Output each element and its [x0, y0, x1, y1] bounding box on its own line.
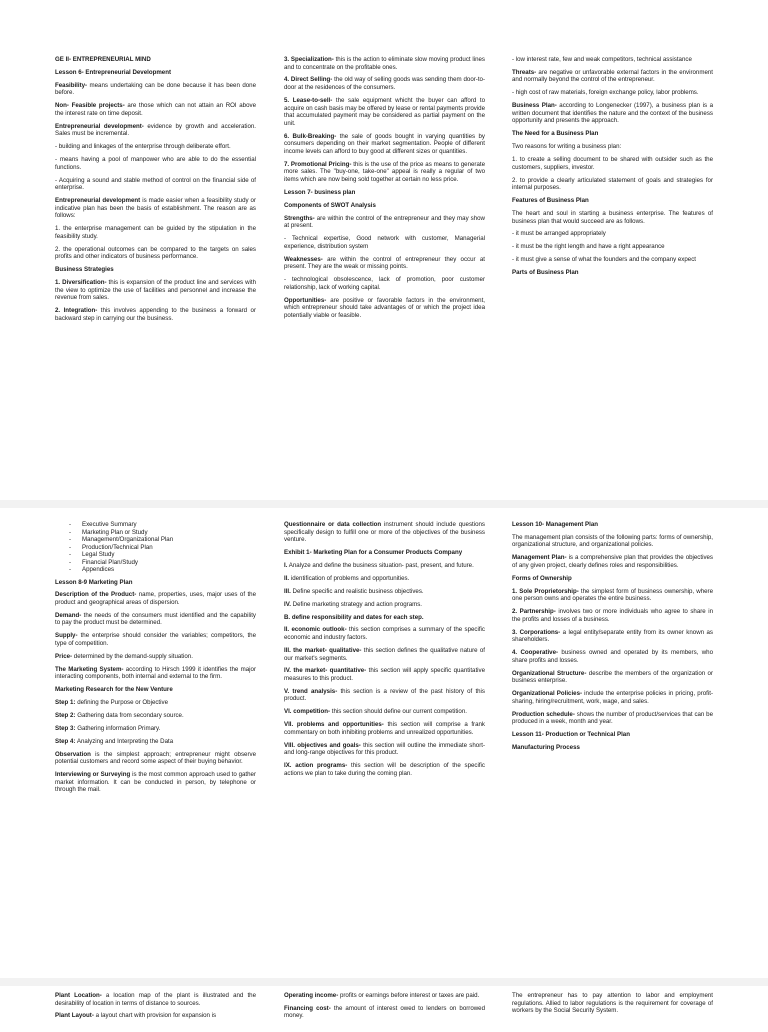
paragraph-text: this section will apply specific quantitative measures to this product. [284, 667, 486, 682]
paragraph-term: Step 1: [55, 699, 76, 707]
paragraph-term: 4. Cooperative- [512, 649, 559, 657]
paragraph [512, 230, 713, 238]
paragraph-text: include the enterprise policies in pricing, profit-sharing, hiring/recruitment, work, wage, and sales. [512, 690, 713, 705]
paragraph-term: Operating income- [284, 992, 339, 999]
text-column-middle [284, 56, 485, 325]
paragraph [284, 161, 485, 184]
paragraph-text: The management plan consists of the following parts: forms of ownership, organizational structure, and organizational policies. [512, 533, 713, 549]
paragraph [284, 297, 485, 320]
paragraph-term: IV. the market- quantitative- [284, 667, 367, 675]
text-column-middle [284, 521, 485, 783]
paragraph-term: The Need for a Business Plan [512, 130, 599, 138]
paragraph-text: this section defines the qualitative nature of our market's segments. [284, 646, 485, 662]
paragraph-text: The heart and soul in starting a business enterprise. The features of business plan that would succeed are as follows. [512, 209, 713, 225]
paragraph-term: 2. Integration- [55, 307, 98, 315]
paragraph-term: III. [284, 587, 291, 595]
paragraph [512, 711, 713, 726]
paragraph [512, 744, 713, 752]
paragraph [55, 591, 256, 606]
paragraph [55, 156, 256, 171]
paragraph-text: - Acquiring a sound and stable method of control on the financial side of enterprise. [55, 176, 256, 192]
paragraph-text: Analyzing and Interpreting the Data [75, 737, 174, 745]
paragraph [284, 97, 485, 127]
paragraph-text: - it must give a sense of what the founders and the company expect [512, 256, 696, 264]
paragraph-text: Two reasons for writing a business plan: [512, 143, 622, 151]
paragraph-text: - it must be arranged appropriately [512, 230, 606, 238]
paragraph-term: Entrepreneurial development [55, 197, 141, 205]
list-item: - Executive Summary [69, 521, 256, 529]
paragraph [284, 276, 485, 291]
text-column-left [55, 56, 256, 328]
paragraph-text: defining the Purpose or Objective [75, 699, 168, 707]
paragraph [284, 742, 485, 757]
paragraph [512, 156, 713, 171]
paragraph-term: Non- Feasible projects- [55, 102, 125, 110]
paragraph [512, 649, 713, 664]
paragraph [55, 632, 256, 647]
paragraph [512, 256, 713, 264]
paragraph-text: this section will comprise a frank commentary on both inhibiting problems and unrealized opportunities. [284, 721, 485, 736]
paragraph-text: - means having a pool of manpower who are able to do the essential functions. [55, 156, 256, 171]
paragraph-term: Price- [55, 652, 73, 660]
paragraph-term: Marketing Research for the New Venture [55, 686, 173, 694]
paragraph [512, 89, 713, 97]
paragraph-term: 2. Partnership- [512, 608, 556, 616]
paragraph-text: the simplest form of business ownership, where one person owns and operates the entire business. [512, 587, 713, 603]
paragraph-term: Supply- [55, 632, 78, 640]
paragraph-text: is made easier when a feasibility study or indicative plan has been the basis of establishment. The reason are as follows: [55, 197, 257, 220]
paragraph [512, 56, 713, 64]
paragraph [512, 690, 713, 705]
paragraph-text: this section should define our current competition. [330, 708, 467, 716]
paragraph [512, 521, 713, 529]
paragraph-term: II. [284, 574, 290, 582]
paragraph-term: Components of SWOT Analysis [284, 201, 376, 209]
paragraph-term: Step 3: [55, 724, 76, 732]
paragraph [55, 1012, 256, 1020]
paragraph-term: VI. competition- [284, 708, 331, 716]
paragraph-term: The Marketing System- [55, 665, 124, 673]
list-item: - Management/Organizational Plan [69, 536, 256, 544]
paragraph [284, 992, 485, 1000]
paragraph-term: Forms of Ownership [512, 574, 572, 582]
paragraph [512, 269, 713, 277]
paragraph-term: Manufacturing Process [512, 744, 580, 752]
paragraph [284, 588, 485, 596]
paragraph [512, 210, 713, 225]
paragraph-term: Lesson 6- Entrepreneurial Development [55, 68, 172, 76]
text-column-middle [284, 992, 485, 1025]
paragraph-term: II. economic outlook- [284, 626, 347, 634]
paragraph-term: 3. Corporations- [512, 628, 561, 636]
paragraph-term: Lesson 11- Production or Technical Plan [512, 731, 630, 739]
paragraph-term: Organizational Policies- [512, 690, 583, 698]
paragraph-text: Analyze and define the business situation- past, present, and future. [287, 561, 474, 569]
paragraph-term: GE II- ENTREPRENEURIAL MIND [55, 56, 151, 63]
paragraph-text: shows the number of product/services that can be produced in a week, month and year. [512, 710, 713, 726]
paragraph [512, 588, 713, 603]
paragraph [512, 69, 713, 84]
list-item: - Appendices [69, 566, 256, 574]
paragraph-text: describe the members of the organization or business enterprise. [512, 669, 714, 685]
paragraph [512, 554, 713, 569]
paragraph-text: - high cost of raw materials, foreign exchange policy, labor problems. [512, 89, 699, 97]
page-section-2 [0, 508, 768, 978]
paragraph [512, 177, 713, 192]
paragraph-text: is the most common approach used to gather market information. It can be conducted in person, by telephone or through the mail. [55, 771, 256, 794]
paragraph-term: Features of Business Plan [512, 197, 589, 205]
paragraph-text: this is expansion of the product line and services with the view to optimize the use of facilities and personnel and increase the revenue from sales. [55, 279, 256, 302]
text-column-right [512, 56, 713, 282]
page-section-1 [0, 0, 768, 500]
paragraph [284, 575, 485, 583]
paragraph-text: means undertaking can be done because it has been done before. [55, 81, 256, 97]
paragraph [55, 725, 256, 733]
paragraph-text: according to Hirsch 1999 it identifies the major interacting components, both internal and external to the firm. [55, 665, 256, 681]
paragraph [284, 215, 485, 230]
paragraph [284, 626, 485, 641]
paragraph [512, 575, 713, 583]
paragraph-text: are positive or favorable factors in the environment, which entrepreneur should take advantages of or which the project idea potentially viable or feasible. [284, 296, 485, 319]
paragraph [284, 667, 485, 682]
paragraph-term: Business Strategies [55, 266, 114, 274]
paragraph-text: this section will be description of the specific actions we plan to take during the coming plan. [284, 762, 485, 777]
paragraph [55, 712, 256, 720]
paragraph-text: this section comprises a summary of the specific economic and industry factors. [284, 626, 485, 642]
paragraph [512, 670, 713, 685]
paragraph-term: 6. Bulk-Breaking- [284, 132, 337, 140]
paragraph [55, 82, 256, 97]
paragraph-term: Lesson 8-9 Marketing Plan [55, 578, 133, 586]
paragraph-term: Weaknesses- [284, 255, 323, 263]
paragraph [284, 76, 485, 91]
paragraph-text: the amount of interest owed to lenders on borrowed money. [284, 1004, 486, 1020]
paragraph-term: IV. [284, 600, 291, 608]
paragraph-text: determined by the demand-supply situation. [72, 652, 193, 660]
paragraph-term: VIII. objectives and goals- [284, 741, 361, 749]
paragraph [55, 143, 256, 151]
list-item: - Financial Plan/Study [69, 559, 256, 567]
paragraph [55, 738, 256, 746]
paragraph-term: Plant Location- [55, 992, 102, 999]
paragraph [284, 202, 485, 210]
paragraph-text: Define marketing strategy and action programs. [290, 600, 423, 608]
paragraph-text: evidence by growth and acceleration. Sales must be incremental. [55, 122, 256, 138]
paragraph-text: according to Longenecker (1997), a business plan is a written document that identifies the nature and the context of the business opportunity and presents the approach. [512, 102, 713, 125]
paragraph [284, 256, 485, 271]
paragraph [55, 102, 256, 117]
paragraph-text: the sale of goods bought in varying quantities by consumers depending on their market segmentation. People of different income levels can afford to buy good at different sizes or quantities. [284, 132, 485, 155]
paragraph-text: this section is a review of the past history of this product. [284, 687, 485, 703]
paragraph-term: Lesson 7- business plan [284, 188, 356, 196]
paragraph-term: Management Plan- [512, 554, 567, 562]
paragraph-term: Strengths- [284, 214, 315, 222]
paragraph-text: business owned and operated by its members, who share profits and losses. [512, 649, 713, 664]
paragraph-text: - building and linkages of the enterprise through deliberate effort. [55, 143, 231, 151]
paragraph [284, 614, 485, 622]
paragraph-term: Opportunities- [284, 296, 327, 304]
paragraph-term: Demand- [55, 611, 82, 619]
paragraph-term: Exhibit 1- Marketing Plan for a Consumer Products Company [284, 549, 463, 557]
paragraph-text: is a comprehensive plan that provides the objectives of any given project, clearly defines roles and responsibilities. [512, 554, 713, 569]
paragraph [284, 521, 485, 544]
paragraph [512, 130, 713, 138]
paragraph-text: Gathering data from secondary source. [75, 712, 184, 719]
paragraph [55, 266, 256, 274]
paragraph-term: Parts of Business Plan [512, 269, 579, 277]
paragraph [55, 612, 256, 627]
paragraph-term: Step 2: [55, 712, 76, 719]
business-plan-parts-list [55, 521, 256, 574]
paragraph [55, 751, 256, 766]
paragraph-text: a layout chart with provision for expansion is [93, 1012, 217, 1020]
paragraph-text: 2. to provide a clearly articulated statement of goals and strategies for internal purposes. [512, 176, 713, 192]
paragraph [512, 992, 713, 1015]
paragraph [55, 177, 256, 192]
list-item: - Marketing Plan or Study [69, 529, 256, 537]
paragraph-text: - Technical expertise, Good network with customer, Managerial experience, distribution system [284, 235, 485, 250]
paragraph-text: - technological obsolescence, lack of promotion, poor customer relationship, lack of working capital. [284, 276, 485, 291]
paragraph-term: 1. Diversification- [55, 279, 107, 287]
paragraph-text: are those which can not attain an ROI above the interest rate on time deposit. [55, 102, 257, 117]
paragraph-term: Organizational Structure- [512, 669, 587, 677]
paragraph-text: 2. the operational outcomes can be compared to the targets on sales profits and other indicators of business performance. [55, 245, 256, 261]
paragraph-text: a location map of the plant is illustrated and the desirability of location in terms of distance to sources. [55, 992, 256, 1007]
paragraph-text: are within the control of entrepreneur they occur at present. They are the weak or missing points. [284, 255, 485, 271]
paragraph-text: 1. the enterprise management can be guided by the stipulation in the feasibility study. [55, 225, 256, 240]
paragraph-term: I. [284, 561, 288, 569]
paragraph [284, 56, 485, 71]
paragraph [512, 102, 713, 125]
paragraph [55, 69, 256, 77]
paragraph-text: the sale equipment whicht the buyer can afford to acquire on cash basis may be offered by lease or rental payments provide that accumulated payment may be considered as partial payment on the unit. [284, 96, 485, 127]
paragraph [55, 686, 256, 694]
paragraph-text: are within the control of the entrepreneur and they may show at present. [284, 214, 485, 230]
text-column-left [55, 521, 256, 799]
paragraph [55, 56, 256, 64]
paragraph [512, 534, 713, 549]
paragraph-term: Threats- [512, 68, 537, 76]
paragraph-text: are negative or unfavorable external factors in the environment and normally beyond the control of the entrepreneur. [512, 68, 713, 84]
text-column-right [512, 521, 713, 757]
paragraph [55, 666, 256, 681]
paragraph-term: Questionnaire or data collection [284, 521, 382, 528]
paragraph-term: Entrepreneurial development- [55, 122, 144, 130]
list-item: - Legal Study [69, 551, 256, 559]
paragraph [284, 1005, 485, 1020]
paragraph [512, 243, 713, 251]
paragraph [284, 549, 485, 557]
paragraph [284, 721, 485, 736]
paragraph-term: Observation [55, 750, 91, 758]
paragraph [284, 762, 485, 777]
paragraph [55, 771, 256, 794]
paragraph-term: Interviewing or Surveying [55, 771, 131, 779]
paragraph-text: Define specific and realistic business objectives. [290, 587, 424, 595]
paragraph-term: IX. action programs- [284, 762, 348, 770]
paragraph-term: Step 4: [55, 737, 76, 745]
paragraph-text: name, properties, uses, major uses of the product and geographical areas of dispersion. [55, 591, 256, 606]
paragraph-text: the old way of selling goods was sending them door-to-door at the residences of the consumers. [284, 76, 485, 92]
paragraph-term: Financing cost- [284, 1004, 331, 1012]
paragraph [55, 246, 256, 261]
paragraph-text: - it must be the right length and have a right appearance [512, 243, 665, 251]
paragraph-term: 4. Direct Selling- [284, 76, 333, 84]
paragraph-text: instrument should include questions specifically design to fulfill one or more of the objectives of the business venture. [284, 521, 485, 544]
paragraph [284, 708, 485, 716]
paragraph [55, 307, 256, 322]
paragraph [284, 562, 485, 570]
paragraph [55, 279, 256, 302]
paragraph [284, 133, 485, 156]
paragraph-text: this section will outline the immediate short- and long-range objectives for this product. [284, 741, 485, 757]
paragraph [512, 608, 713, 623]
paragraph-term: 7. Promotional Pricing- [284, 160, 352, 168]
paragraph-term: Business Plan- [512, 102, 557, 110]
paragraph-text: the needs of the consumers must identified and the capability to pay the product must be determined. [55, 611, 256, 627]
paragraph [284, 688, 485, 703]
text-column-right [512, 992, 713, 1020]
paragraph-text: this is the use of the price as means to generate more sales. The "buy-one, take-one" appeal is really a regular of two items which are now being sold together at certain no less price. [284, 160, 485, 183]
paragraph [512, 629, 713, 644]
paragraph-term: Plant Layout- [55, 1012, 94, 1020]
paragraph-term: III. the market- qualitative- [284, 646, 362, 654]
paragraph [55, 992, 256, 1007]
paragraph-text: this involves appending to the business a forward or backward step in carrying our the business. [55, 307, 256, 322]
paragraph-term: V. trend analysis- [284, 687, 338, 695]
paragraph-text: a legal entity/separate entity from its owner known as shareholders. [512, 628, 713, 644]
paragraph-text: profits or earnings before interest or taxes are paid. [338, 992, 480, 999]
paragraph-term: Lesson 10- Management Plan [512, 521, 598, 528]
paragraph-term: B. define responsibility and dates for each step. [284, 613, 424, 621]
paragraph-text: the enterprise should consider the variables; competitors, the type of competition. [55, 632, 256, 647]
paragraph [55, 197, 256, 220]
paragraph-text: 1. to create a selling document to be shared with outsider such as the customers, suppliers, investor. [512, 156, 713, 171]
paragraph [512, 197, 713, 205]
paragraph-text: this is the action to eliminate slow moving product lines and to concentrate on the profitable ones. [284, 56, 485, 71]
paragraph-term: 1. Sole Proprietorship- [512, 587, 579, 595]
paragraph-term: Feasibility- [55, 81, 88, 89]
paragraph [512, 731, 713, 739]
paragraph [55, 699, 256, 707]
list-item: - Production/Technical Plan [69, 544, 256, 552]
paragraph-text: The entrepreneur has to pay attention to labor and employment regulations. Allied to labor regulations is the requirement for coverage of workers by the Social Security System. [512, 992, 713, 1015]
paragraph [284, 647, 485, 662]
paragraph-term: Production schedule- [512, 710, 575, 718]
paragraph-text: involves two or more individuals who agree to share in the profits and losses of a business. [512, 608, 713, 623]
paragraph [55, 225, 256, 240]
text-column-left [55, 992, 256, 1025]
paragraph [55, 653, 256, 661]
paragraph [55, 579, 256, 587]
paragraph-text: identification of problems and opportunities. [289, 574, 410, 582]
paragraph [55, 123, 256, 138]
paragraph-term: VII. problems and opportunities- [284, 721, 384, 729]
paragraph-text: - low interest rate, few and weak competitors, technical assistance [512, 56, 692, 63]
paragraph-term: 3. Specialization- [284, 56, 334, 63]
paragraph-term: 5. Lease-to-sell- [284, 96, 333, 104]
paragraph-term: Description of the Product- [55, 591, 137, 599]
paragraph [512, 143, 713, 151]
paragraph-text: is the simplest approach; entrepreneur might observe potential customers and record some aspect of their buying behavior. [55, 750, 256, 766]
paragraph [284, 189, 485, 197]
paragraph-text: Gathering information Primary. [75, 724, 161, 732]
paragraph [284, 235, 485, 250]
paragraph [284, 601, 485, 609]
marketing-plan-text [55, 579, 256, 794]
